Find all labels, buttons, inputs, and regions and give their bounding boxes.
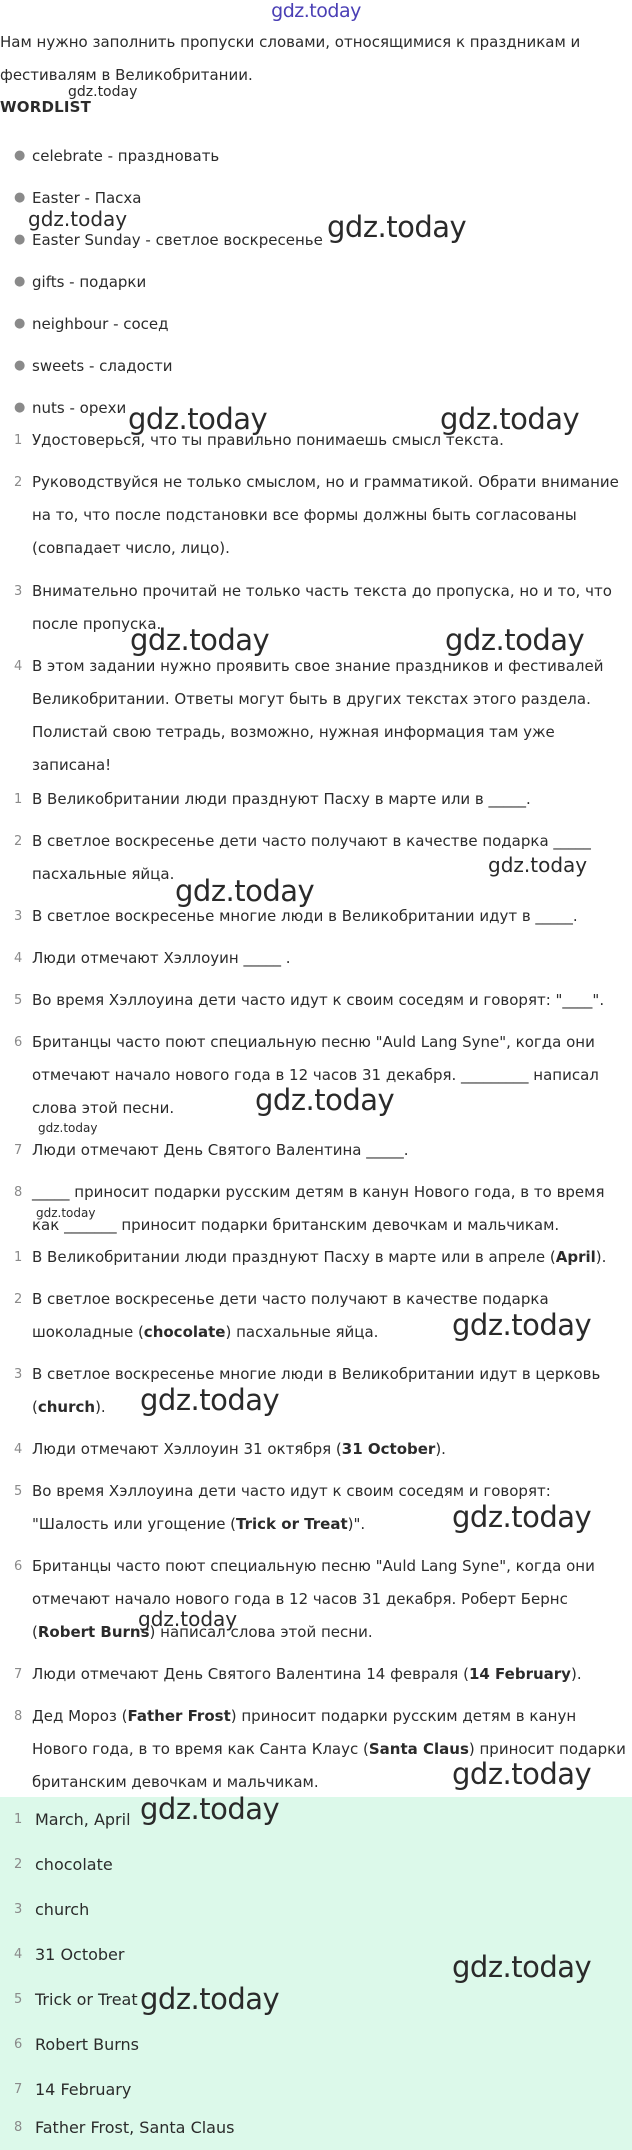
watermark: gdz.today (452, 1950, 592, 1984)
watermark: gdz.today (175, 874, 315, 908)
watermark: gdz.today (445, 623, 585, 657)
answer-highlight: Father Frost (127, 1707, 231, 1725)
answer-highlight: 31 October (341, 1440, 436, 1458)
watermark: gdz.today (68, 84, 138, 100)
watermark: gdz.today (28, 207, 128, 231)
site-brand-logo[interactable]: gdz.today (271, 0, 361, 22)
watermark: gdz.today (440, 402, 580, 436)
wordlist-title: WORDLIST (0, 98, 92, 116)
bullet-icon: ● (14, 400, 26, 415)
answer-highlight: Trick or Treat (236, 1515, 348, 1533)
answer-highlight: Santa Claus (368, 1740, 469, 1758)
watermark: gdz.today (452, 1500, 592, 1534)
watermark: gdz.today (130, 623, 270, 657)
bullet-icon: ● (14, 274, 26, 289)
watermark: gdz.today (488, 853, 588, 877)
watermark: gdz.today (327, 210, 467, 244)
watermark: gdz.today (128, 402, 268, 436)
answer-highlight: 14 February (468, 1665, 571, 1683)
watermark: gdz.today (452, 1308, 592, 1342)
answer-highlight: April (555, 1248, 596, 1266)
bullet-icon: ● (14, 316, 26, 331)
watermark: gdz.today (255, 1083, 395, 1117)
watermark: gdz.today (138, 1607, 238, 1631)
answer-highlight: church (37, 1398, 96, 1416)
answer-highlight: Robert Burns (37, 1623, 150, 1641)
page: gdz.today Нам нужно заполнить пропуски словами, относящимися к праздникам и фестивалям в Великобритании. WORDLIST ● celebrate - праздновать ● Easter - Пасха ● Easter Sunday - светлое воскресенье ● gifts - подарки ● neighbour - сосед ● sweets - сладости ● nuts - орехи 1 Удостоверься, что ты правильно понимаешь смысл текста. 2 Руководствуйся не только смыслом, но и грамматикой. Обрати внимание на то, что после подстановки все формы должны быть согласованы (совпадает число, лицо). 3 Внимательно прочитай не только часть текста до пропуска, но и то, что после пропуска. 4 В этом задании нужно проявить свое знание праздников и фестивалей Великобритании. Ответы могут быть в других текстах этого раздела. Полистай свою тетрадь, возможно, нужная информация там уже записана! 1 В Великобритании люди празднуют Пасху в марте или в _____. 2 В светлое воскресенье дети часто получают в качестве подарка _____ пасхальные яйца. 3 В светлое воскресенье многие люди в Великобритании идут в _____. 4 Люди отмечают Хэллоуин _____ . 5 Во время Хэллоуина дети часто идут к своим соседям и говорят: "____". 6 Британцы часто поют специальную песню "Auld Lang Syne", когда они отмечают начало нового года в 12 часов 31 декабря. _________ написал слова этой песни. 7 Люди отмечают День Святого Валентина _____. 8 _____ приносит подарки русским детям в канун Нового года, в то время как _______ приносит подарки британским девочкам и мальчикам. 1 В Великобритании люди празднуют Пасху в марте или в апреле (April). 2 В светлое воскресенье дети часто получают в качестве подарка шоколадные (chocolate) пасхальные яйца. 3 В светлое воскресенье многие люди в Великобритании идут в церковь (church). 4 Люди отмечают Хэллоуин 31 октября (31 October). 5 Во время Хэллоуина дети часто идут к своим соседям и говорят: "Шалость или угощение (Trick or Treat)". 6 Британцы часто поют специальную песню "Auld Lang Syne", когда они отмечают начало нового года в 12 часов 31 декабря. Роберт Бернс (Robert Burns) написал слова этой песни. 7 Люди отмечают День Святого Валентина 14 февраля (14 February). 8 Дед Мороз (Father Frost) приносит подарки русским детям в канун Нового года, в то время как Санта Клаус (Santa Claus) приносит подарки британским девочкам и мальчикам. 1 March, April 2 chocolate 3 church 4 31 October 5 Trick or Treat 6 Robert Burns 7 14 February 8 Father Frost, Santa Claus gdz.today gdz.today gdz.today gdz.today gdz.today gdz.today gdz.today gdz.today gdz.today gdz.today gdz.today gdz.today gdz.today gdz.today gdz.today gdz.today gdz.today gdz.today gdz.today gdz.today (0, 0, 632, 2150)
bullet-icon: ● (14, 148, 26, 163)
watermark: gdz.today (140, 1792, 280, 1826)
answer-highlight: chocolate (143, 1323, 226, 1341)
bullet-icon: ● (14, 358, 26, 373)
watermark: gdz.today (36, 1206, 96, 1220)
watermark: gdz.today (38, 1121, 98, 1135)
watermark: gdz.today (140, 1982, 280, 2016)
bullet-icon: ● (14, 232, 26, 247)
bullet-icon: ● (14, 190, 26, 205)
watermark: gdz.today (452, 1757, 592, 1791)
intro-text: Нам нужно заполнить пропуски словами, относящимися к праздникам и фестивалям в Великобритании. (0, 33, 581, 84)
watermark: gdz.today (140, 1383, 280, 1417)
